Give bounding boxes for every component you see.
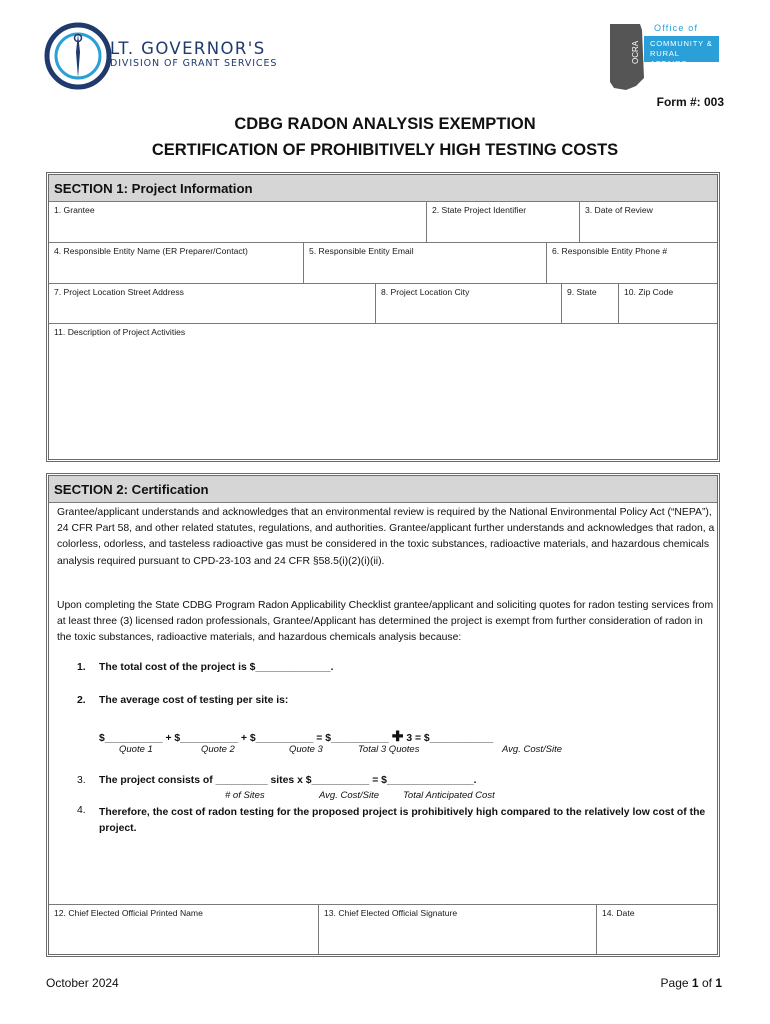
label-num-sites: # of Sites — [225, 790, 265, 801]
state-field[interactable]: 9. State — [562, 284, 619, 323]
signature-row — [49, 904, 717, 954]
form-row — [49, 243, 717, 284]
item-conclusion: Therefore, the cost of radon testing for the proposed project is prohibitively high compared to the relatively low cost of the project. — [99, 807, 706, 835]
page-of: of — [701, 976, 712, 990]
page-total: 1 — [715, 976, 722, 990]
official-printed-name-field[interactable]: 12. Chief Elected Official Printed Name — [49, 905, 319, 954]
official-signature-field[interactable]: 13. Chief Elected Official Signature — [319, 905, 597, 954]
responsible-entity-name-field[interactable]: 4. Responsible Entity Name (ER Preparer/Contact) — [49, 243, 304, 283]
street-address-field[interactable]: 7. Project Location Street Address — [49, 284, 376, 323]
item-total-cost: The total cost of the project is $_____________. — [99, 662, 334, 673]
label-quote-1: Quote 1 — [119, 744, 153, 755]
formula-average: 3 = $___________ — [406, 733, 494, 744]
footer-date: October 2024 — [46, 976, 119, 990]
page-prefix: Page — [660, 976, 689, 990]
divide-operator-icon: ✚ — [391, 728, 404, 744]
section-certification — [46, 473, 720, 957]
formula-quotes-sum: $__________ + $__________ + $__________ = $__________ — [99, 733, 389, 744]
label-quote-3: Quote 3 — [289, 744, 323, 755]
responsible-entity-phone-field[interactable]: 6. Responsible Entity Phone # — [552, 246, 668, 256]
form-row — [49, 284, 717, 324]
label-avg-cost: Avg. Cost/Site — [319, 790, 380, 801]
agency-title: LT. GOVERNOR'S — [110, 39, 266, 58]
ocra-office-of: Office of — [654, 23, 699, 33]
section2-heading: SECTION 2: Certification — [49, 476, 717, 503]
label-quote-2: Quote 2 — [201, 744, 235, 755]
responsible-entity-email-field[interactable]: 5. Responsible Entity Email — [304, 243, 547, 283]
label-avg-cost-site: Avg. Cost/Site — [502, 744, 563, 755]
item-project-sites: The project consists of _________ sites x $__________ = $_______________. — [99, 775, 477, 786]
item-average-cost: The average cost of testing per site is: — [99, 695, 289, 706]
item-number-4: 4. — [77, 805, 86, 816]
signature-date-field[interactable]: 14. Date — [602, 908, 635, 918]
date-of-review-field[interactable]: 3. Date of Review — [585, 205, 653, 215]
section1-heading: SECTION 1: Project Information — [49, 175, 717, 202]
ocra-line-rural: RURAL AFFAIRS — [650, 49, 688, 68]
label-total-anticipated: Total Anticipated Cost — [403, 790, 495, 801]
certification-paragraph-1: Grantee/applicant understands and acknowledges that an environmental review is required by the National Environmental Policy Act (“NEPA”), 24 CFR Part 58, and other related statutes, regulations, and authorities. Grantee/applicant further understands and acknowledges that radon, a colorless, odorless, and tasteless radioactive gas must be considered in the toxic substances, radioactive materials, and hazardous chemicals analysis required pursuant to CPD-23-103 and 24 CFR §58.5(i)(2)(i)(ii). — [57, 507, 715, 567]
section-project-information — [46, 172, 720, 462]
project-city-field[interactable]: 8. Project Location City — [376, 284, 562, 323]
project-description-field[interactable]: 11. Description of Project Activities — [54, 327, 186, 337]
page-current: 1 — [691, 976, 699, 990]
state-project-id-field[interactable]: 2. State Project Identifier — [427, 202, 580, 242]
item-number-3: 3. — [77, 775, 86, 786]
ocra-vertical-text: OCRA — [631, 40, 640, 64]
item-number-1: 1. — [77, 662, 86, 673]
form-row — [49, 324, 717, 460]
page-indicator — [661, 976, 722, 990]
item-number-2: 2. — [77, 695, 86, 706]
label-total-quotes: Total 3 Quotes — [358, 744, 420, 755]
form-title-line2: CERTIFICATION OF PROHIBITIVELY HIGH TESTING COSTS — [151, 141, 619, 159]
certification-paragraph-2: Upon completing the State CDBG Program Radon Applicability Checklist grantee/applicant and soliciting quotes for radon testing services from at least three (3) licensed radon professionals, Grantee/Applicant has determined the project is exempt from further consideration of radon in the toxic substances, radioactive materials, and hazardous chemicals analysis because: — [57, 600, 714, 644]
lt-governor-seal-logo — [44, 22, 112, 90]
ocra-line-community: COMMUNITY & — [650, 39, 713, 48]
form-number: Form #: 003 — [656, 95, 724, 109]
form-title-line1: CDBG RADON ANALYSIS EXEMPTION — [234, 115, 536, 133]
ocra-name-box — [644, 36, 719, 68]
average-cost-formula — [99, 728, 493, 745]
grantee-field[interactable]: 1. Grantee — [49, 202, 427, 242]
form-row — [49, 202, 717, 243]
zip-code-field[interactable]: 10. Zip Code — [624, 287, 674, 297]
agency-subtitle: DIVISION OF GRANT SERVICES — [110, 58, 278, 69]
